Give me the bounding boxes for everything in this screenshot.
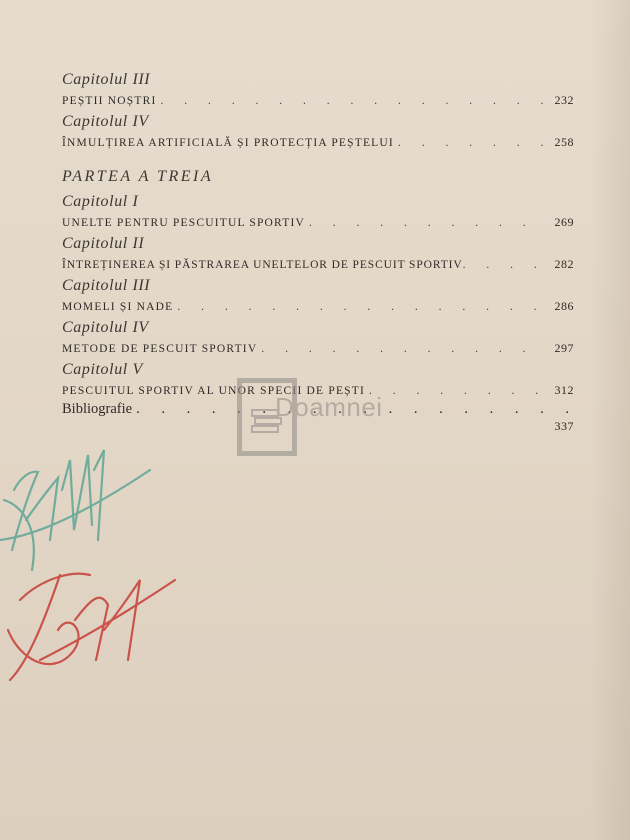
bibliography-title: Bibliografie — [62, 401, 133, 417]
entry-title: MOMELI ȘI NADE — [62, 301, 174, 313]
toc-entry — [62, 212, 574, 232]
toc-section — [62, 318, 574, 358]
watermark-text: Doamnei — [275, 392, 383, 422]
leader-dots — [177, 297, 544, 317]
watermark — [237, 378, 412, 458]
entry-page-number: 286 — [554, 299, 574, 313]
entry-page-number: 312 — [554, 383, 574, 397]
entry-page-number: 258 — [554, 135, 574, 149]
leader-dots — [161, 91, 544, 111]
chapter-heading: Capitolul III — [62, 71, 151, 88]
entry-title: PEȘTII NOȘTRI — [62, 95, 157, 107]
toc-section — [62, 112, 574, 152]
toc-section — [62, 234, 574, 274]
toc-section — [62, 276, 574, 316]
entry-page-number: 269 — [554, 215, 574, 229]
toc-entry — [62, 338, 574, 358]
entry-title: ÎNMULȚIREA ARTIFICIALĂ ȘI PROTECȚIA PEȘTELUI — [62, 137, 394, 149]
entry-title: METODE DE PESCUIT SPORTIV — [62, 343, 258, 355]
chapter-heading: Capitolul III — [62, 277, 151, 294]
page-edge-shade — [590, 0, 630, 840]
chapter-heading: Capitolul IV — [62, 319, 149, 336]
toc-entry — [62, 132, 574, 152]
bibliography-page-number: 337 — [554, 419, 574, 433]
entry-title: ÎNTREȚINEREA ȘI PĂSTRAREA UNELTELOR DE PESCUIT SPORTIV — [62, 259, 463, 271]
chapter-heading: Capitolul IV — [62, 113, 149, 130]
entry-title: UNELTE PENTRU PESCUITUL SPORTIV — [62, 217, 305, 229]
entry-page-number: 297 — [554, 341, 574, 355]
toc-entry — [62, 254, 574, 274]
teal-signature — [0, 450, 150, 570]
handwritten-signatures — [0, 430, 200, 700]
leader-dots — [261, 339, 544, 359]
toc-entry — [62, 296, 574, 316]
entry-title: PESCUITUL SPORTIV AL UNOR SPECII DE PEȘTI — [62, 385, 366, 397]
chapter-heading: Capitolul II — [62, 235, 145, 252]
toc-section — [62, 70, 574, 110]
toc-entry — [62, 90, 574, 110]
red-signature — [8, 574, 175, 680]
chapter-heading: Capitolul I — [62, 193, 139, 210]
entry-page-number: 232 — [554, 93, 574, 107]
chapter-heading: Capitolul V — [62, 361, 143, 378]
leader-dots — [463, 255, 548, 275]
toc-section — [62, 192, 574, 232]
leader-dots — [398, 133, 544, 153]
entry-page-number: 282 — [554, 257, 574, 271]
leader-dots — [309, 213, 544, 233]
part-heading: PARTEA A TREIA — [62, 168, 214, 185]
